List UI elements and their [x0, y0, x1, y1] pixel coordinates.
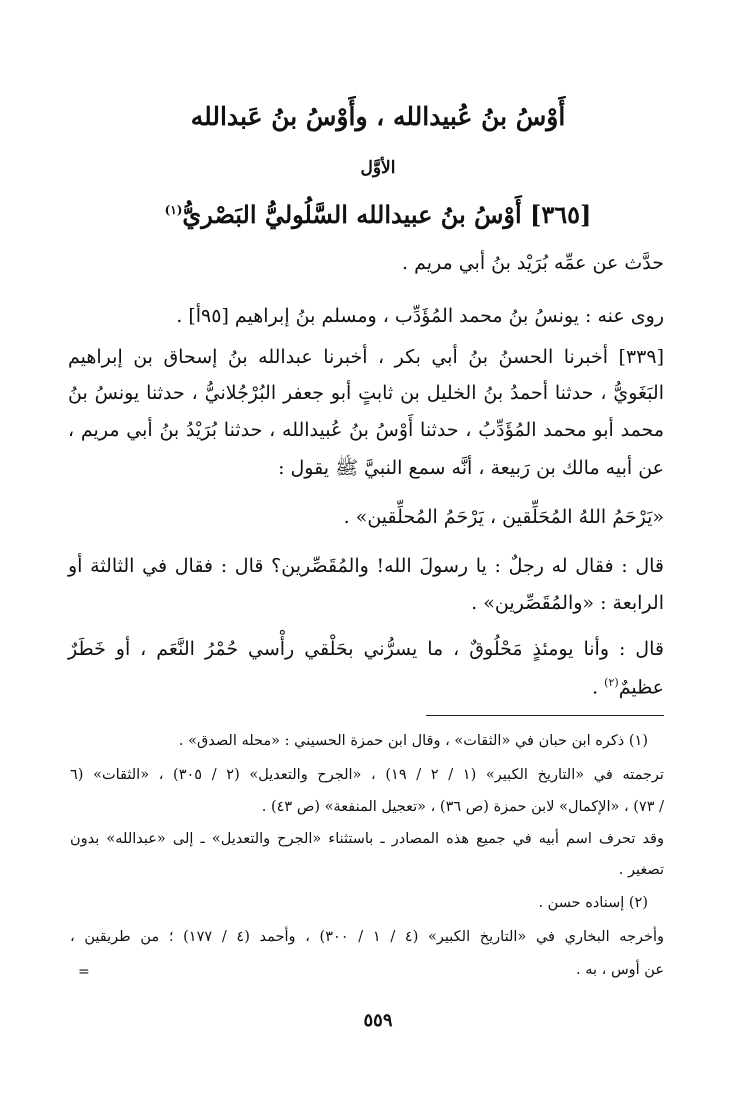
footnote-line: وقد تحرف اسم أبيه في جميع هذه المصادر ـ باستثناء «الجرح والتعديل» ـ إلى «عبدالله» بدون	[70, 831, 664, 847]
entry-title	[0, 200, 756, 229]
entry-title-text: [٣٦٥] أَوْسُ بنُ عبيدالله السَّلُوليُّ البَصْريُّ	[182, 200, 592, 229]
body-line: البَغَويُّ ، حدثنا أحمدُ بنُ الخليل بن ثابتٍ أبو جعفر البُرْجُلانيُّ ، حدثنا يونسُ بنُ	[68, 382, 664, 404]
body-line: حدَّث عن عمِّه بُرَيْد بنُ أبي مريم .	[401, 252, 664, 274]
footnote-line: وأخرجه البخاري في «التاريخ الكبير» (٤ / ١ / ٣٠٠) ، وأحمد (٤ / ١٧٧) ؛ من طريقين ،	[70, 929, 665, 945]
subheading: الأوَّل	[360, 158, 396, 178]
chapter-title: أَوْسُ بنُ عُبيدالله ، وأَوْسُ بنُ عَبدالله	[190, 102, 566, 131]
footnote-divider	[426, 715, 664, 716]
footnote-line: (١) ذكره ابن حبان في «الثقات» ، وقال ابن حمزة الحسيني : «محله الصدق» .	[178, 733, 648, 749]
body-line: روى عنه : يونسُ بنُ محمد المُؤَدِّب ، ومسلم بنُ إبراهيم [٩٥أ] .	[176, 305, 664, 327]
body-line-last	[592, 676, 664, 698]
body-line: قال : وأنا يومئذٍ مَحْلُوقٌ ، ما يسرُّني بحَلْقي رأْسي حُمْرُ النَّعَم ، أو خَطَرٌ	[68, 638, 664, 660]
body-line: الرابعة : «والمُقَصِّرين» .	[471, 592, 664, 614]
body-line-last-text: عظيمٌ	[618, 676, 664, 699]
footnote-ref-1: (١)	[164, 203, 183, 217]
footnote-line: تصغير .	[618, 862, 664, 878]
body-line: [٣٣٩] أخبرنا الحسنُ بنُ أبي بكر ، أخبرنا عبدالله بنُ إسحاق بن إبراهيم	[68, 346, 664, 368]
page-number: ٥٥٩	[363, 1010, 393, 1031]
body-line: عن أبيه مالك بن رَبيعة ، أنَّه سمع النبيَّ ﷺ يقول :	[278, 457, 664, 479]
body-line: قال : فقال له رجلٌ : يا رسولَ الله! والمُقَصِّرين؟ قال : فقال في الثالثة أو	[68, 555, 664, 577]
footnote-line: / ٧٣) ، «الإكمال» لابن حمزة (ص ٣٦) ، «تعجيل المنفعة» (ص ٤٣) .	[261, 799, 664, 815]
footnote-ref-2: (٢)	[604, 676, 619, 689]
footnote-line: ترجمته في «التاريخ الكبير» (١ / ٢ / ١٩) ، «الجرح والتعديل» (٢ / ٣٠٥) ، «الثقات» (٦	[70, 767, 664, 783]
body-line: محمد أبو محمد المُؤَدِّبُ ، حدثنا أَوْسُ بنُ عُبيدالله ، حدثنا بُرَيْدُ بنُ أبي مريم ،	[68, 419, 664, 441]
footnote-line: (٢) إسناده حسن .	[538, 895, 648, 911]
body-line-last-end: .	[592, 676, 605, 699]
continuation-mark: =	[78, 964, 90, 980]
footnote-line: عن أوس ، به .	[576, 962, 664, 978]
body-line: «يَرْحَمُ اللهُ المُحَلِّقين ، يَرْحَمُ المُحلِّقين» .	[343, 506, 664, 528]
